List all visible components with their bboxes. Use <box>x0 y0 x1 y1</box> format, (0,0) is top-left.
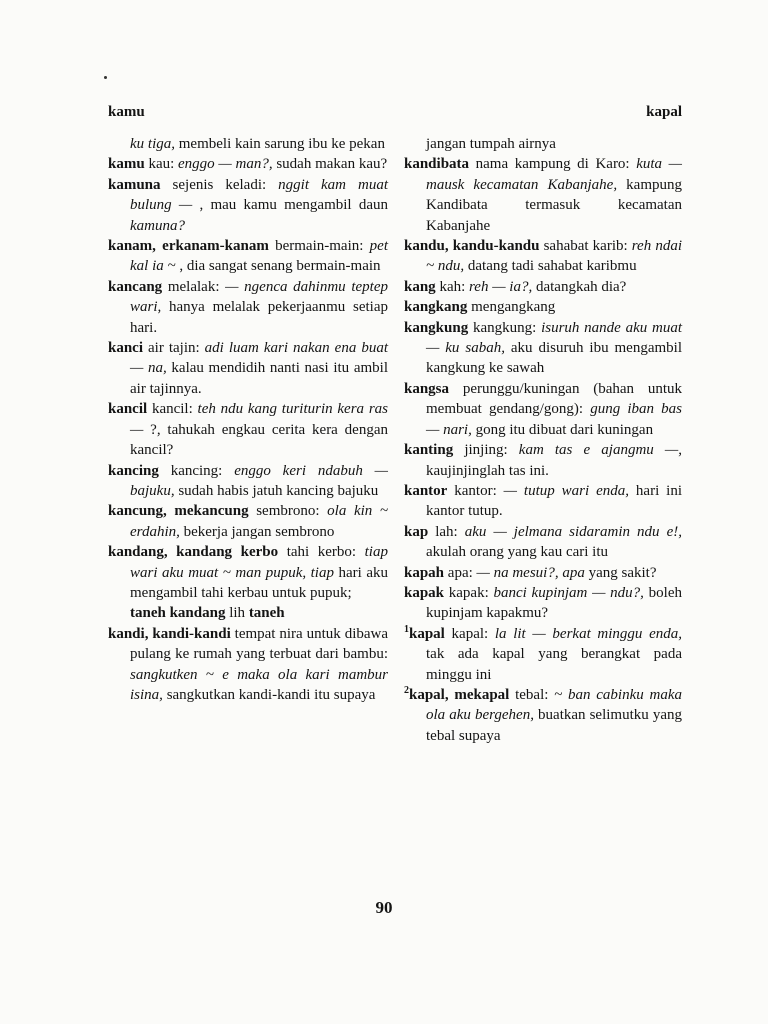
example-text: ~ ban cabinku maka ola aku bergehen, <box>426 686 682 724</box>
definition-text: ?, tahukah engkau cerita kera dengan kancil? <box>130 421 388 459</box>
headword: taneh kandang <box>130 605 226 622</box>
headword: kancil <box>108 401 148 418</box>
example-text: enggo — man?, <box>178 156 273 173</box>
definition-text: jinjing: <box>453 442 519 459</box>
definition-text: , mau kamu mengambil daun <box>192 197 388 214</box>
dictionary-entry <box>108 338 388 399</box>
definition-text: hari ini kantor tutup. <box>426 482 683 520</box>
example-text: tiap wari aku muat ~ man pupuk, tiap <box>130 544 388 581</box>
example-text: pet kal ia ~ <box>130 238 388 275</box>
example-text: isuruh nande aku muat — ku sabah, <box>426 319 682 357</box>
definition-text: sudah makan kau? <box>272 156 388 173</box>
dictionary-entry <box>108 399 388 460</box>
example-text: — ngenca dahinmu teptep wari, <box>130 278 388 316</box>
headword: kandi, kandi-kandi <box>108 625 231 642</box>
definition-text: kancing: <box>158 462 235 479</box>
headword: kanting <box>404 442 454 459</box>
definition-text: apa: <box>444 564 477 581</box>
definition-text: kapal: <box>444 625 495 642</box>
dictionary-entry <box>108 154 388 174</box>
headword: kap <box>404 523 429 540</box>
headword: kangkung <box>404 319 469 336</box>
left-column <box>108 134 388 705</box>
definition-text: kapak: <box>444 584 494 601</box>
definition-text: buatkan selimutku yang tebal supaya <box>426 707 682 744</box>
example-text: banci kupinjam — ndu?, <box>493 584 644 601</box>
dictionary-entry <box>108 461 388 502</box>
homonym-number: 2 <box>404 684 409 696</box>
headword: kang <box>404 278 436 295</box>
definition-text: mengangkang <box>467 299 556 316</box>
dictionary-entry <box>404 154 682 236</box>
definition-text: kangkung: <box>468 319 542 336</box>
dictionary-entry <box>108 501 388 542</box>
definition-text: aku disuruh ibu mengambil kangkung ke sawah <box>426 340 682 377</box>
header-last-word: kapal <box>646 104 682 120</box>
definition-text: jangan tumpah airnya <box>426 136 556 152</box>
dictionary-entry <box>108 277 388 338</box>
definition-text: sejenis keladi: <box>160 176 279 193</box>
definition-text: hari aku mengambil tahi kerbau untuk pupuk; <box>130 564 389 601</box>
definition-text: nama kampung di Karo: <box>469 156 637 173</box>
dictionary-entry <box>404 583 682 624</box>
definition-text: akulah orang yang kau cari itu <box>426 544 609 561</box>
definition-text: melalak: <box>162 278 226 295</box>
headword: kandibata <box>404 156 470 173</box>
headword: kandang, kandang kerbo <box>108 544 279 561</box>
example-text: kuta — mausk kecamatan Kabanjahe, <box>426 156 682 193</box>
definition-text: tempat nira untuk dibawa pulang ke rumah yang terbuat dari bambu: <box>130 625 389 663</box>
example-text: la lit — berkat minggu enda, <box>494 625 682 642</box>
dictionary-entry <box>108 175 388 236</box>
running-header <box>108 104 682 126</box>
example-text: — na mesui?, apa <box>476 564 585 581</box>
page-number: 90 <box>375 898 393 917</box>
example-text: ola kin ~ erdahin, <box>130 503 389 540</box>
definition-text: kalau mendidih nanti nasi itu ambil air tajinnya. <box>130 360 388 397</box>
example-text: teh ndu kang turiturin kera ras — <box>130 401 388 438</box>
definition-text: membeli kain sarung ibu ke pekan <box>175 136 385 152</box>
example-text: kam tas e ajangmu — <box>518 442 679 459</box>
example-text: gung iban bas — nari, <box>426 401 682 438</box>
dictionary-entry <box>404 563 682 583</box>
example-text: adi luam kari nakan ena buat — na, <box>130 340 388 377</box>
definition-text: sembrono: <box>248 503 328 520</box>
headword: kanam, erkanam-kanam <box>108 238 269 255</box>
headword: kapal, mekapal <box>409 686 510 703</box>
example-text: reh — ia?, <box>469 278 533 295</box>
headword: kamuna <box>108 176 161 193</box>
dictionary-entry <box>404 440 682 481</box>
dictionary-entry <box>108 236 388 277</box>
definition-text: sahabat karib: <box>539 238 632 255</box>
definition-text: , dia sangat senang bermain-main <box>175 258 381 275</box>
definition-text: bekerja jangan sembrono <box>179 523 335 540</box>
dictionary-entry <box>108 624 388 706</box>
dictionary-entry <box>404 318 682 379</box>
headword: kancung, mekancung <box>108 503 249 520</box>
dictionary-entry <box>108 603 388 623</box>
definition-text: perunggu/kuningan (bahan untuk membuat gendang/gong): <box>426 380 682 418</box>
example-text: aku — jelmana sidaramin ndu e!, <box>464 523 682 540</box>
definition-text: gong itu dibuat dari kuningan <box>471 421 654 438</box>
dictionary-entry <box>404 685 682 746</box>
headword: kamu <box>108 156 145 173</box>
example-text: enggo keri ndabuh — bajuku, <box>130 462 388 499</box>
definition-text: kau: <box>144 156 179 173</box>
headword: kangsa <box>404 380 450 397</box>
speck-mark <box>104 76 107 79</box>
headword: kanci <box>108 340 144 357</box>
definition-text: hanya melalak pekerjaanmu setiap hari. <box>130 299 388 336</box>
dictionary-entry <box>404 297 682 317</box>
dictionary-entry <box>404 379 682 440</box>
homonym-number: 1 <box>404 623 409 635</box>
example-text: kamuna? <box>130 217 185 234</box>
definition-text: , kaujinjinglah tas ini. <box>426 442 682 479</box>
headword: taneh <box>248 605 285 622</box>
example-text: nggit kam muat bulung — <box>130 176 388 214</box>
headword: kapah <box>404 564 445 581</box>
definition-text: sangkutkan kandi-kandi itu supaya <box>162 686 376 703</box>
dictionary-entry <box>404 134 682 154</box>
definition-text: yang sakit? <box>584 564 657 581</box>
example-text: sangkutken ~ e maka ola kari mambur isina, <box>130 666 388 703</box>
definition-text: tahi kerbo: <box>278 544 365 561</box>
definition-text: datang tadi sahabat karibmu <box>464 258 637 275</box>
definition-text: datangkah dia? <box>532 278 627 295</box>
definition-text: tak ada kapal yang berangkat pada minggu ini <box>426 646 682 683</box>
definition-text: kancil: <box>147 401 198 418</box>
headword: kancang <box>108 278 163 295</box>
definition-text: air tajin: <box>143 340 205 357</box>
headword: kancing <box>108 462 159 479</box>
dictionary-entry <box>404 522 682 563</box>
dictionary-entry <box>404 277 682 297</box>
example-text: reh ndai ~ ndu, <box>426 238 682 275</box>
definition-text: sudah habis jatuh kancing bajuku <box>174 482 379 499</box>
dictionary-entry <box>108 134 388 154</box>
example-text: ku tiga, <box>130 136 175 152</box>
headword: kantor <box>404 482 448 499</box>
definition-text: kantor: <box>447 482 504 499</box>
definition-text: kah: <box>435 278 470 295</box>
definition-text: kampung Kandibata termasuk kecamatan Kabanjahe <box>426 176 682 234</box>
definition-text: boleh kupinjam kapakmu? <box>426 584 682 622</box>
example-text: — tutup wari enda, <box>503 482 630 499</box>
dictionary-entry <box>404 481 682 522</box>
definition-text: bermain-main: <box>268 238 370 255</box>
headword: kangkang <box>404 299 468 316</box>
headword: kapal <box>409 625 445 642</box>
definition-text: lah: <box>428 523 465 540</box>
definition-text: lih <box>225 605 249 622</box>
headword: kapak <box>404 584 445 601</box>
definition-text: tebal: <box>509 686 555 703</box>
right-column <box>404 134 682 746</box>
dictionary-entry <box>108 542 388 603</box>
dictionary-entry <box>404 236 682 277</box>
headword: kandu, kandu-kandu <box>404 238 540 255</box>
header-first-word: kamu <box>108 104 145 120</box>
dictionary-entry <box>404 624 682 685</box>
